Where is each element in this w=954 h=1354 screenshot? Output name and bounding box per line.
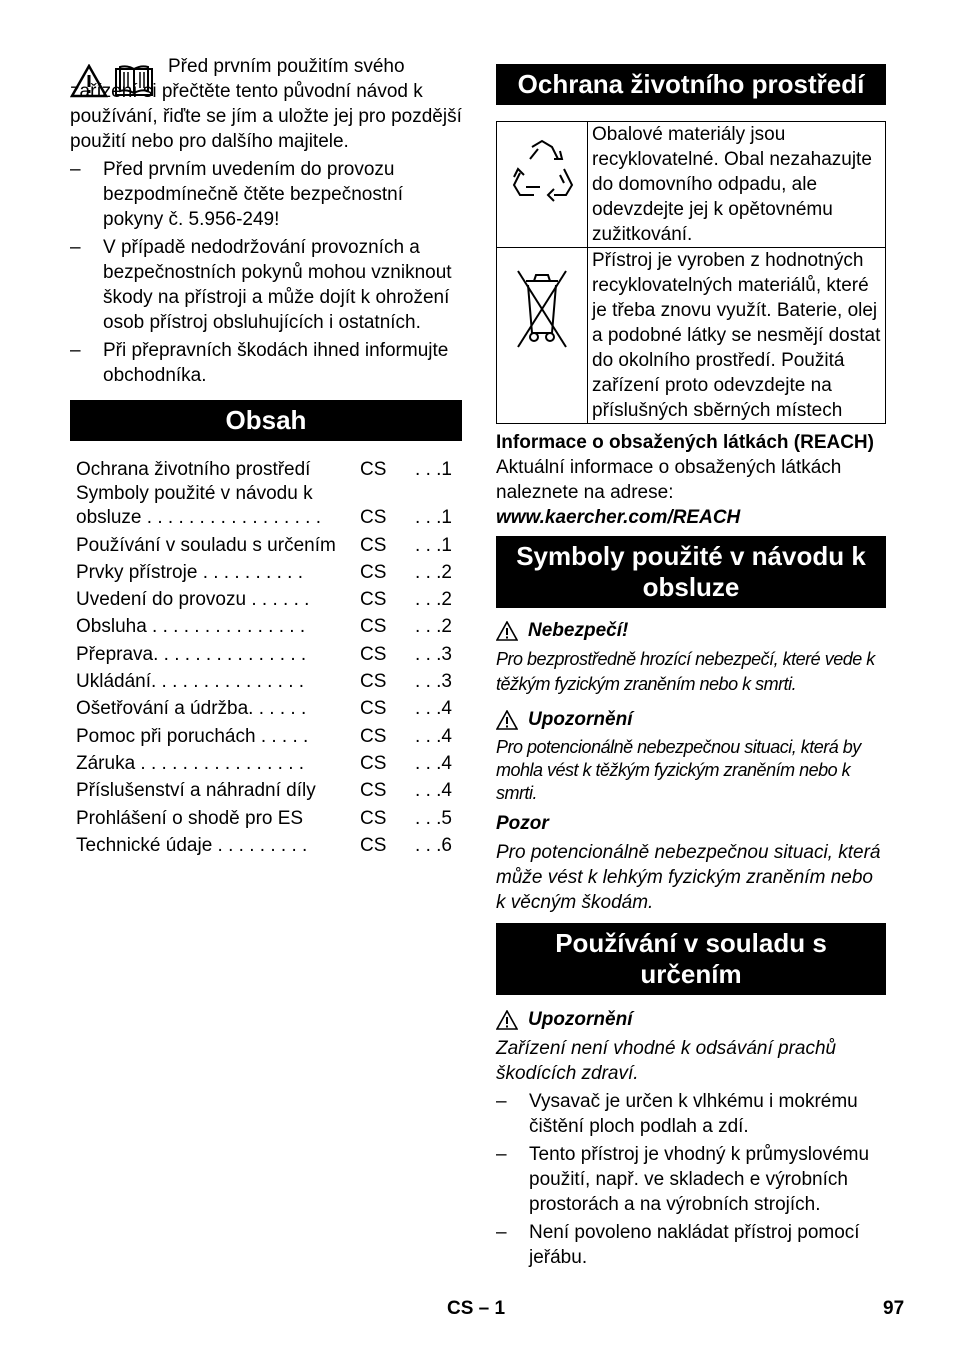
environment-icon-cell xyxy=(497,248,588,424)
toc-entry-label: Ukládání. . . . . . . . . . . . . . . xyxy=(76,671,305,693)
toc-entry-page: . . .4 xyxy=(415,752,452,774)
toc-entry-label: Symboly použité v návodu k obsluze . . . . . . . . . . . . . . . . . xyxy=(76,483,321,529)
right-column xyxy=(496,58,886,1270)
danger-signal xyxy=(496,618,886,643)
environment-text-cell: Přístroj je vyroben z hodnotných recyklovatelných materiálů, které je třeba znovu využít. Baterie, olej a podobné látky se nesmějí dostat do okolního prostředí. Použitá zařízení proto odevzdejte na příslušných sběrných místech xyxy=(588,248,886,424)
usage-warning-signal xyxy=(496,1007,886,1032)
usage-heading: Používání v souladu s určením xyxy=(496,923,886,995)
toc-entry-page: . . .2 xyxy=(415,561,452,583)
toc-entry-page: . . .1 xyxy=(415,507,452,529)
toc-entry-label: Pomoc při poruchách . . . . . xyxy=(76,725,309,747)
usage-item: – Tento přístroj je vhodný k průmyslovému použití, např. ve skladech e výrobních prostorách a na výrobních strojích. xyxy=(496,1144,870,1215)
intro-item: – V případě nedodržování provozních a bezpečnostních pokynů mohou vzniknout škody na přístroji a může dojít k ohrožení osob přístroj obsluhujících i ostatních. xyxy=(70,237,452,333)
environment-heading: Ochrana životního prostředí xyxy=(496,64,886,105)
toc-entry-lang: CS xyxy=(360,616,387,638)
caution-label: Pozor xyxy=(496,813,549,834)
usage-item: – Není povoleno nakládat přístroj pomocí jeřábu. xyxy=(496,1222,860,1268)
toc-entry-page: . . .4 xyxy=(415,780,452,802)
toc-entry-label: Uvedení do provozu . . . . . . xyxy=(76,589,310,611)
warning-triangle-icon xyxy=(496,1010,518,1030)
warning-signal xyxy=(496,707,886,732)
toc-entry-lang: CS xyxy=(360,561,387,583)
footer-page-number: 97 xyxy=(883,1298,905,1319)
reach-title: Informace o obsažených látkách (REACH) xyxy=(496,432,874,453)
environment-row xyxy=(497,122,886,248)
toc-entry-lang: CS xyxy=(360,643,387,665)
usage-warning-text: Zařízení není vhodné k odsávání prachů škodících zdraví. xyxy=(496,1038,837,1084)
caution-text: Pro potencionálně nebezpečnou situaci, která může vést k lehkým fyzickým zraněním nebo k věcným škodám. xyxy=(496,842,881,913)
environment-table xyxy=(496,121,886,424)
toc-entry-page: . . .1 xyxy=(415,534,452,556)
environment-row xyxy=(497,248,886,424)
toc-entry-page: . . .2 xyxy=(415,589,452,611)
toc-entry-lang: CS xyxy=(360,534,387,556)
toc-entry[interactable] xyxy=(70,612,462,639)
footer-section-label: CS – 1 xyxy=(447,1298,506,1319)
intro-text: Před prvním použitím svého zařízení si přečtěte tento původní návod k používání, řiďte se jím a uložte jej pro pozdější použití nebo pro dalšího majitele. xyxy=(70,56,462,152)
usage-warning-label: Upozornění xyxy=(528,1009,633,1030)
toc-entry-lang: CS xyxy=(360,834,387,856)
toc-entry-label: Používání v souladu s určením xyxy=(76,534,336,556)
toc-entry-page: . . .6 xyxy=(415,834,452,856)
toc-entry-label: Technické údaje . . . . . . . . . xyxy=(76,834,308,856)
environment-text-cell: Obalové materiály jsou recyklovatelné. Obal nezahazujte do domovního odpadu, ale odevzdejte jej k opětovnému zužitkování. xyxy=(588,122,886,248)
toc-heading: Obsah xyxy=(70,400,462,441)
toc-entry-label: Záruka . . . . . . . . . . . . . . . . xyxy=(76,752,305,774)
toc-entry[interactable] xyxy=(70,558,462,585)
toc-table xyxy=(70,455,462,858)
danger-label: Nebezpečí! xyxy=(528,620,629,641)
toc-entry-page: . . .3 xyxy=(415,643,452,665)
toc-entry[interactable] xyxy=(70,694,462,721)
toc-entry[interactable] xyxy=(70,749,462,776)
toc-entry[interactable] xyxy=(70,530,462,557)
toc-entry-page: . . .4 xyxy=(415,725,452,747)
toc-entry-label: Obsluha . . . . . . . . . . . . . . . xyxy=(76,616,306,638)
recycling-icon xyxy=(504,137,580,217)
toc-entry-lang: CS xyxy=(360,725,387,747)
crossed-bin-icon xyxy=(512,263,572,353)
warning-triangle-icon xyxy=(496,621,518,641)
toc-entry-page: . . .2 xyxy=(415,616,452,638)
toc-entry-label: Příslušenství a náhradní díly xyxy=(76,780,316,802)
environment-icon-cell xyxy=(497,122,588,248)
warning-triangle-icon xyxy=(496,710,518,730)
left-column xyxy=(70,58,462,858)
toc-entry-lang: CS xyxy=(360,589,387,611)
toc-entry[interactable] xyxy=(70,831,462,858)
toc-entry[interactable] xyxy=(70,585,462,612)
toc-entry-lang: CS xyxy=(360,698,387,720)
toc-entry-label: Prohlášení o shodě pro ES xyxy=(76,807,304,829)
reach-link[interactable]: www.kaercher.com/REACH xyxy=(496,507,741,528)
toc-entry-page: . . .1 xyxy=(415,459,452,481)
intro-item: – Před prvním uvedením do provozu bezpodmínečně čtěte bezpečnostní pokyny č. 5.956-249! xyxy=(70,159,403,230)
toc-entry[interactable] xyxy=(70,721,462,748)
danger-text: Pro bezprostředně hrozící nebezpečí, které vede k těžkým fyzickým zraněním nebo k smrti. xyxy=(496,649,875,694)
toc-entry-page: . . .5 xyxy=(415,807,452,829)
toc-entry-lang: CS xyxy=(360,459,387,481)
usage-item: – Vysavač je určen k vlhkému i mokrému čištění ploch podlah a zdí. xyxy=(496,1091,858,1137)
toc-entry-label: Přeprava. . . . . . . . . . . . . . . xyxy=(76,643,307,665)
toc-entry-label: Ochrana životního prostředí xyxy=(76,459,311,481)
toc-entry-lang: CS xyxy=(360,780,387,802)
toc-entry-page: . . .3 xyxy=(415,671,452,693)
toc-entry[interactable] xyxy=(70,803,462,830)
toc-entry-lang: CS xyxy=(360,807,387,829)
toc-entry[interactable] xyxy=(70,455,462,482)
reach-text: Aktuální informace o obsažených látkách naleznete na adrese: xyxy=(496,457,842,503)
toc-entry[interactable] xyxy=(70,776,462,803)
intro-item: – Při přepravních škodách ihned informujte obchodníka. xyxy=(70,340,449,386)
toc-entry-label: Ošetřování a údržba. . . . . . xyxy=(76,698,307,720)
toc-entry[interactable] xyxy=(70,667,462,694)
warning-text: Pro potencionálně nebezpečnou situaci, která by mohla vést k těžkým fyzickým zraněním nebo k smrti. xyxy=(496,737,861,803)
toc-entry-lang: CS xyxy=(360,671,387,693)
toc-entry[interactable] xyxy=(70,482,462,530)
toc-entry-lang: CS xyxy=(360,507,387,529)
toc-entry-label: Prvky přístroje . . . . . . . . . . xyxy=(76,561,303,583)
toc-entry[interactable] xyxy=(70,639,462,666)
warning-label: Upozornění xyxy=(528,709,633,730)
toc-entry-lang: CS xyxy=(360,752,387,774)
toc-entry-page: . . .4 xyxy=(415,698,452,720)
symbols-heading: Symboly použité v návodu k obsluze xyxy=(496,536,886,608)
